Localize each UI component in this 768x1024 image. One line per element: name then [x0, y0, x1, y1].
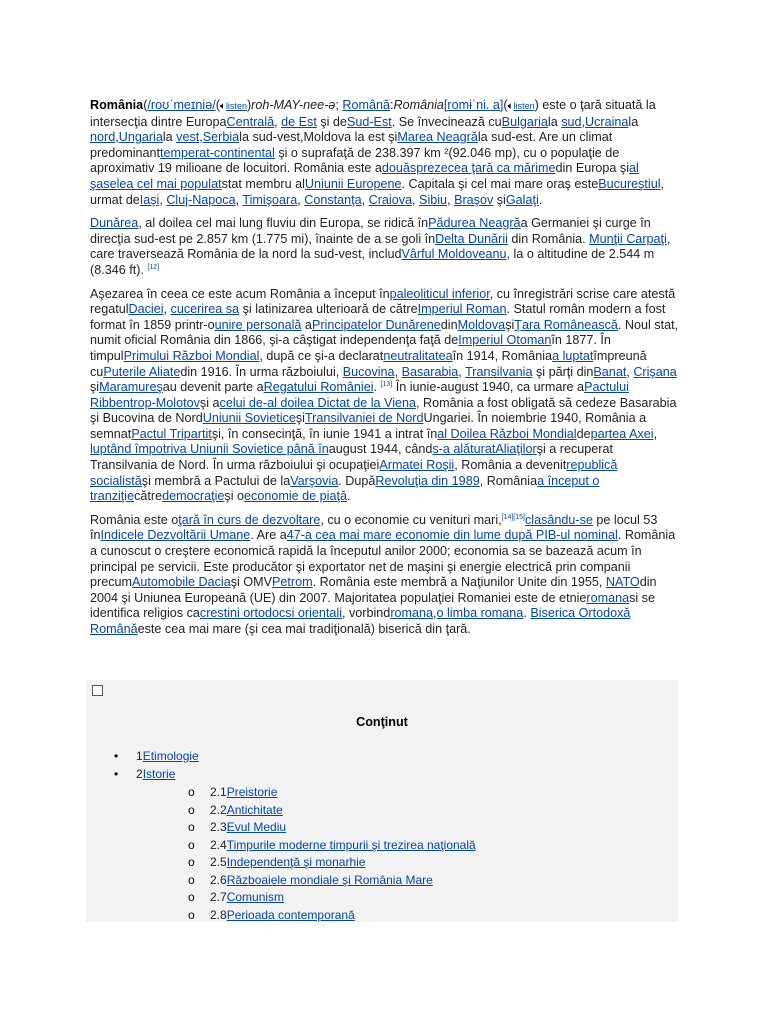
text: , urmat de	[90, 176, 665, 207]
link-economie-piata[interactable]: economie de piaţă	[244, 489, 347, 504]
paragraph-geography	[90, 216, 680, 278]
link-banat[interactable]: Banat	[593, 364, 627, 379]
link-alaturat[interactable]: s-a alăturat	[432, 442, 496, 457]
link-dacia[interactable]: Automobile Dacia	[132, 575, 231, 590]
link-a-inceput[interactable]: a început o tranziţie	[90, 473, 600, 504]
text: Aşezarea în ceea ce este acum România a început în	[90, 286, 390, 301]
text: şi a recuperat Transilvania de Nord. În urma războiului şi ocupaţiei	[90, 442, 613, 473]
link-constanta[interactable]: Constanţa	[304, 192, 362, 207]
link-ungaria[interactable]: Ungaria	[118, 130, 163, 145]
link-delta[interactable]: Delta Dunării	[435, 231, 508, 246]
link-indicele[interactable]: Indicele Dezvoltării Umane	[100, 528, 251, 543]
link-marea-neagra[interactable]: Marea Neagră	[397, 130, 478, 145]
text: , România a fost obligată să cedeze Basarabia şi Bucovina de Nord	[90, 395, 677, 426]
toc-title: Conţinut	[356, 715, 408, 729]
text: a	[301, 317, 312, 332]
toc-item-2-5[interactable]	[188, 854, 365, 872]
link-listen[interactable]: listen	[513, 101, 535, 111]
text: şi o suprafaţă de 238.397 km ²(92.046 mp), cu o populaţie de aproximativ 19 milioane de locuitori. România este a	[90, 145, 620, 176]
link-basarabia[interactable]: Basarabia	[401, 364, 459, 379]
link-carpati[interactable]: Munţii Carpaţi	[589, 231, 667, 246]
text: din	[440, 317, 458, 332]
text: , România	[479, 473, 538, 488]
text: pe locul 53 în	[90, 512, 658, 543]
bullet-icon: o	[188, 873, 195, 887]
toc-item-2-6[interactable]	[188, 872, 433, 890]
reference-link[interactable]: [13]	[380, 380, 393, 388]
link-sibiu[interactable]: Sibiu	[419, 192, 448, 207]
link-craiova[interactable]: Craiova	[368, 192, 413, 207]
toc-number: 2.3	[210, 820, 227, 834]
toc-number: 2.2	[210, 803, 227, 817]
toc-number: 1	[136, 749, 143, 763]
text: .	[373, 380, 381, 395]
article-title: România	[90, 98, 144, 112]
text: în 1914, România	[452, 348, 553, 363]
text: , vorbind	[342, 606, 391, 621]
link-principatelor[interactable]: Principatelor Dunărene	[311, 317, 441, 332]
paragraph-history: Aşezarea în ceea ce este acum România a început înpaleoliticul inferior, cu înregistrări scrise care atestă regatulDaciei, cucerirea sa şi latinizarea ulterioară de cătreImperiul Roman. Statul român modern a fost format în 1859 printr-ounire personală aPrincipatelor DunărenedinMoldovaşiŢara Românească. Noul stat, numit oficial România din 1866, şi-a câştigat independenţa faţă deImperiul Otomanîn 1877. În timpulPrimului Război Mondial, după ce şi-a declaratneutralitateaîn 1914, Româniaa luptatîmpreună cuPuterile Aliatedin 1916. În urma războiului, Bucovina, Basarabia, Transilvania şi părţi dinBanat, Crişana şiMaramureşau devenit parte aRegatului României. [13] În iunie-august 1940, ca urmare aPactului Ribbentrop-Molotovşi acelui de-al doilea Dictat de la Viena, România a fost obligată să cedeze Basarabia şi Bucovina de NordUniunii SovieticeşiTransilvaniei de NordUngariei. În noiembrie 1940, România a semnatPactul Tripartitşi, în consecinţă, în iunie 1941 a intrat înal Doilea Război Mondialdepartea Axei, luptând împotriva Uniunii Sovietice până înaugust 1944, cânds-a alăturatAliaţilorşi a recuperat Transilvania de Nord. În urma războiului şi ocupaţieiArmatei Roşii, România a devenitrepublică socialistăşi membră a Pactului de laVarşovia. DupăRevoluţia din 1989, Româniaa început o tranziţiecătredemocraţieşi oeconomie de piaţă.	[90, 286, 679, 504]
paragraph-intro: România(/roʊˈmeɪniə/(🔈︎listen)roh-MAY-nee-ə; Română:România[romɨˈni. a](🔈︎listen) este o ţară situată la intersecţia dintre EuropaCentrală, de Est şi deSud-Est. Se învecinează cuBulgariala sud,Ucrainala nord,Ungariala vest,Serbiala sud-vest,Moldova la est şiMarea Neagrăla sud-est. Are un climat predominanttemperat-continental şi o suprafaţă de 238.397 km ²(92.046 mp), cu o populaţie de aproximativ 19 milioane de locuitori. România este adouăsprezecea ţară ca mărimedin Europa şial şaselea cel mai populatstat membru alUniunii Europene. Capitala şi cel mai mare oraş esteBucureştiul, urmat deIaşi, Cluj-Napoca, Timişoara, Constanţa, Craiova, Sibiu, Braşov şiGalaţi.	[90, 98, 665, 207]
text: au devenit parte a	[162, 380, 264, 395]
speaker-icon: 🔈︎	[507, 101, 514, 112]
toc-link[interactable]: Războaiele mondiale şi România Mare	[226, 873, 433, 887]
link-al-doilea-razboi[interactable]: al Doilea Război Mondial	[437, 426, 577, 441]
link-tara-romaneasca[interactable]: Ţara Românească	[514, 317, 618, 332]
text: , România a devenit	[454, 458, 567, 473]
text: .	[523, 606, 531, 621]
link-cluj[interactable]: Cluj-Napoca	[166, 192, 236, 207]
bullet-icon: o	[188, 890, 195, 904]
text: în 1877. În timpul	[90, 333, 611, 363]
link-imperiul-roman[interactable]: Imperiul Roman	[417, 302, 507, 317]
link-romana[interactable]: romana	[390, 606, 434, 621]
bullet-icon: o	[188, 838, 195, 852]
text: ) este o ţară situată la intersecţia dintre Europa	[90, 98, 656, 129]
text: . România a cunoscut o creştere economică rapidă la începutul anilor 2000; economia sa se bazează acum în principal pe servicii. Este producător şi exportator net de maşini şi energie electrică prin companii precum	[90, 528, 676, 590]
link-moldova[interactable]: Moldova	[457, 317, 506, 332]
link-padurea-neagra[interactable]: Pădurea Neagră	[428, 216, 521, 231]
text: la sud-est. Are un climat predominant	[90, 130, 613, 160]
local-name: România	[393, 98, 444, 112]
text: , cu o economie cu venituri mari,	[320, 512, 502, 527]
text: şi, în consecinţă, în iunie 1941 a intrat în	[211, 426, 438, 441]
text: . Capitala şi cel mai mare oraş este	[401, 176, 599, 191]
link-moldoveanu[interactable]: Vârful Moldoveanu	[401, 247, 507, 262]
toc-number: 2.8	[210, 908, 227, 922]
text: din România.	[507, 231, 590, 246]
link-armatei-rosii[interactable]: Armatei Roşii	[379, 458, 455, 473]
link-bulgaria[interactable]: Bulgaria	[501, 114, 548, 129]
text: ,	[653, 426, 658, 441]
link-limba-romana[interactable]: o limba romana	[436, 606, 524, 621]
text: din Europa şi	[555, 161, 630, 176]
text: a Germaniei şi curge în direcţia sud-est pe 2.857 km (1.775 mi), înainte de a se goli în	[90, 216, 651, 246]
link-economie-47[interactable]: 47-a cea mai mare economie din lume după PIB-ul nominal	[286, 528, 618, 543]
text: România este o	[90, 512, 179, 527]
text: şi o	[224, 489, 245, 504]
toc-item-2[interactable]	[114, 766, 175, 784]
link-pron-ro[interactable]: [romɨˈni. a]	[443, 98, 504, 112]
text: şi a	[199, 395, 220, 410]
link-vest[interactable]: vest	[176, 130, 200, 145]
link-de-est[interactable]: de Est	[281, 114, 317, 129]
link-al-saselea[interactable]: al şaselea cel mai populat	[90, 161, 639, 191]
link-biserica[interactable]: Biserica Ortodoxă Română	[90, 606, 631, 636]
toc-number: 2.5	[210, 855, 227, 869]
text: şi	[493, 192, 506, 207]
text: , al doilea cel mai lung fluviu din Europa, se ridică în	[138, 216, 429, 231]
text: , care traversează România de la nord la sud-vest, includ	[90, 231, 671, 262]
toc-number: 2.6	[210, 873, 227, 887]
text: Ungariei. În noiembrie 1940, România a semnat	[90, 411, 647, 441]
bullet-icon: o	[188, 820, 195, 834]
text: la	[547, 114, 562, 129]
toc-item-2-1[interactable]	[188, 784, 277, 802]
text: si se identifica religios ca	[90, 590, 655, 621]
toc-link[interactable]: Perioada contemporană	[226, 908, 355, 922]
link-luptand[interactable]: luptând împotriva Uniunii Sovietice până în	[90, 442, 329, 457]
toc-number: 2.4	[210, 838, 227, 852]
text: . Are a	[250, 528, 287, 543]
link-transilvania[interactable]: Transilvania	[465, 364, 533, 379]
text: . După	[338, 473, 376, 488]
toc-link[interactable]: Comunism	[226, 890, 285, 904]
link-brasov[interactable]: Braşov	[454, 192, 494, 207]
link-sud[interactable]: sud	[561, 114, 582, 129]
text: la	[162, 130, 177, 145]
link-ue[interactable]: Uniunii Europene	[304, 176, 402, 191]
text: şi	[505, 317, 515, 332]
toc-item-2-3[interactable]	[188, 819, 286, 837]
link-partea-axei[interactable]: partea Axei	[590, 426, 654, 441]
link-timisoara[interactable]: Timişoara	[242, 192, 298, 207]
text: de	[576, 426, 591, 441]
text: În iunie-august 1940, ca urmare a	[392, 380, 585, 395]
toc-toggle-checkbox[interactable]	[92, 685, 103, 696]
text: şi de	[316, 114, 347, 129]
link-nato[interactable]: NATO	[605, 575, 640, 590]
link-primului-razboi[interactable]: Primului Război Mondial	[123, 348, 260, 363]
link-crestini[interactable]: crestini ortodocsi orientali	[199, 606, 342, 621]
link-pactul-tripartit[interactable]: Pactul Tripartit	[131, 426, 212, 441]
toc-link[interactable]: Antichitate	[226, 803, 283, 817]
link-iasi[interactable]: Iaşi	[139, 192, 160, 207]
toc-item-2-2[interactable]	[188, 802, 283, 820]
bullet-icon: o	[188, 803, 195, 817]
link-clasandu-se[interactable]: clasându-se	[524, 512, 593, 527]
toc-link[interactable]: Etimologie	[142, 749, 199, 763]
text: august 1944, când	[328, 442, 433, 457]
link-paleolitic[interactable]: paleoliticul inferior	[389, 286, 490, 301]
link-transilvaniei[interactable]: Transilvaniei de Nord	[304, 411, 424, 426]
bullet-icon: o	[188, 908, 195, 922]
link-ipa[interactable]: /roʊˈmeɪniə/	[147, 98, 216, 112]
toc-item-2-7[interactable]	[188, 889, 284, 907]
bullet-icon: •	[114, 767, 119, 781]
link-listen[interactable]: listen	[225, 101, 247, 111]
text: şi părţi din	[532, 364, 594, 379]
reference-link[interactable]: [12]	[147, 263, 160, 271]
text: împreună cu	[90, 348, 647, 379]
text: şi membră a Pactului de la	[141, 473, 291, 488]
link-aliatilor[interactable]: Aliaţilor	[495, 442, 537, 457]
text: ,	[433, 606, 437, 621]
table-of-contents	[86, 680, 678, 922]
link-imperiul-otoman[interactable]: Imperiul Otoman	[458, 333, 552, 348]
text: . Statul român modern a fost format în 1859 printr-o	[90, 302, 666, 332]
text: stat membru al	[221, 176, 305, 191]
pronunciation: roh-MAY-nee-ə	[251, 98, 336, 112]
link-puterile-aliate[interactable]: Puterile Aliate	[103, 364, 181, 379]
toc-number: 2.7	[210, 890, 227, 904]
link-romana[interactable]: romana	[586, 590, 630, 605]
text: din 2004 şi Uniunea Europeană (UE) din 2007. Majoritatea populaţiei Romaniei este de etnie	[90, 575, 657, 605]
link-temperat[interactable]: temperat-continental	[160, 145, 275, 160]
link-dictat[interactable]: celui de-al doilea Dictat de la Viena	[219, 395, 417, 410]
link-romana[interactable]: Română	[342, 98, 390, 112]
bullet-icon: o	[188, 855, 195, 869]
text: .	[538, 192, 543, 207]
text: , cu înregistrări scrise care atestă regatul	[90, 286, 676, 317]
paragraph-economy	[90, 513, 680, 638]
link-cucerirea[interactable]: cucerirea sa	[170, 302, 240, 317]
toc-item-2-4[interactable]	[188, 837, 476, 855]
link-republica[interactable]: republică socialistă	[90, 458, 618, 488]
toc-link[interactable]: Evul Mediu	[226, 820, 287, 834]
toc-item-2-8[interactable]	[188, 907, 355, 925]
text: către	[134, 489, 163, 504]
link-nord[interactable]: nord	[90, 130, 116, 145]
link-dunarea[interactable]: Dunărea	[90, 216, 139, 231]
toc-link[interactable]: Preistorie	[226, 785, 278, 799]
text: şi OMV	[230, 575, 272, 590]
link-ca-marime[interactable]: douăsprezecea ţară ca mărime	[381, 161, 556, 176]
link-galati[interactable]: Galaţi	[505, 192, 539, 207]
text: şi latinizarea ulterioară de către	[239, 302, 418, 317]
link-daciei[interactable]: Daciei	[128, 302, 164, 317]
link-sud-est[interactable]: Sud-Est	[346, 114, 392, 129]
link-bucuresti[interactable]: Bucureştiul	[598, 176, 661, 191]
link-uniunii-sovietice[interactable]: Uniunii Sovietice	[202, 411, 296, 426]
bullet-icon: •	[114, 749, 119, 763]
toc-number: 2	[136, 767, 143, 781]
link-ucraina[interactable]: Ucraina	[585, 114, 629, 129]
toc-link[interactable]: Independenţă şi monarhie	[226, 855, 366, 869]
article-body	[90, 98, 680, 646]
toc-link[interactable]: Timpurile moderne timpurii şi trezirea naţională	[226, 838, 476, 852]
link-tara-in-curs[interactable]: ţară în curs de dezvoltare	[178, 512, 321, 527]
text: din 1916. În urma războiului,	[180, 364, 343, 379]
text: . Noul stat, numit oficial România din 1866, şi-a câştigat independenţa faţă de	[90, 317, 679, 348]
text: .	[346, 489, 351, 504]
link-regatului[interactable]: Regatului României	[263, 380, 374, 395]
text: , la o altitudine de 2.544 m (8.346 ft).	[90, 247, 655, 277]
toc-number: 2.1	[210, 785, 227, 799]
text: şi	[90, 380, 100, 395]
text: la	[628, 114, 639, 129]
link-a-luptat[interactable]: a luptat	[552, 348, 594, 363]
text: , după ce şi-a declarat	[259, 348, 384, 363]
link-unire[interactable]: unire personală	[214, 317, 302, 332]
link-pactului-rm[interactable]: Pactului Ribbentrop-Molotov	[90, 380, 629, 410]
text: . România este membră a Naţiunilor Unite din 1955,	[312, 575, 606, 590]
text: este cea mai mare (şi cea mai tradiţională) biserică din ţară.	[137, 622, 471, 636]
link-serbia[interactable]: Serbia	[202, 130, 240, 145]
toc-item-1[interactable]	[114, 748, 199, 766]
link-revolutia[interactable]: Revoluţia din 1989	[375, 473, 480, 488]
link-neutralitatea[interactable]: neutralitatea	[383, 348, 453, 363]
toc-link[interactable]: Istorie	[142, 767, 176, 781]
text: la sud-vest,Moldova la est şi	[239, 130, 398, 145]
link-democratie[interactable]: democraţie	[162, 489, 225, 504]
reference-link[interactable]: [14][15]	[501, 513, 525, 521]
link-bucovina[interactable]: Bucovina	[342, 364, 395, 379]
link-maramures[interactable]: Maramureş	[99, 380, 163, 395]
link-varsovia[interactable]: Varşovia	[290, 473, 339, 488]
link-petrom[interactable]: Petrom	[271, 575, 313, 590]
text: . Se învecinează cu	[391, 114, 502, 129]
bullet-icon: o	[188, 785, 195, 799]
text: ,	[159, 192, 167, 207]
link-crisana[interactable]: Crişana	[633, 364, 677, 379]
link-centrala[interactable]: Centrală	[226, 114, 275, 129]
speaker-icon: 🔈︎	[219, 101, 226, 112]
text: şi	[295, 411, 305, 426]
